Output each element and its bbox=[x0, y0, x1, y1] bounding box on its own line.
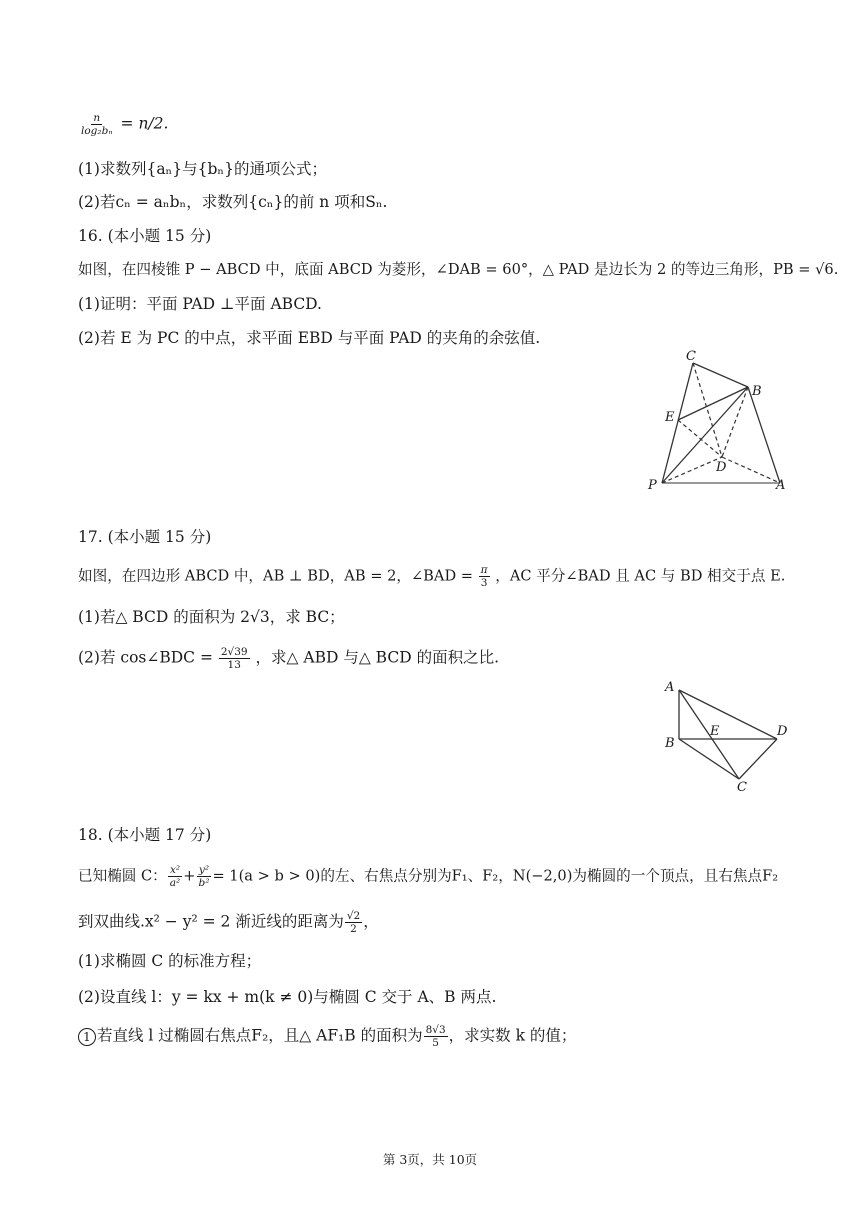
q15-part1: (1)求数列{aₙ}与{bₙ}的通项公式； bbox=[78, 160, 327, 178]
q18-sub1-den: 5 bbox=[432, 1037, 439, 1049]
q18-sub1-a: 若直线 l 过椭圆右焦点F₂，且△ AF₁B 的面积为 bbox=[97, 1026, 423, 1045]
label-E: E bbox=[665, 410, 675, 425]
q18-sub1-num: 8√3 bbox=[425, 1024, 446, 1036]
q18-stem2 bbox=[78, 910, 379, 935]
q18-x2: x² bbox=[169, 864, 181, 876]
q17-part1: (1)若△ BCD 的面积为 2√3，求 BC； bbox=[78, 608, 345, 626]
q17-part2-den: 13 bbox=[227, 659, 241, 671]
fragment-frac-den: log₂bₙ bbox=[81, 125, 113, 137]
q18-stem-a: 已知椭圆 C： bbox=[78, 867, 167, 885]
q16-stem: 如图，在四棱锥 P − ABCD 中，底面 ABCD 为菱形，∠DAB = 60°，△ PAD 是边长为 2 的等边三角形，PB = √6. bbox=[78, 261, 839, 278]
label-E: E bbox=[710, 724, 720, 739]
q18-part1: (1)求椭圆 C 的标准方程； bbox=[78, 952, 262, 970]
q17-header: 17. (本小题 15 分) bbox=[78, 528, 212, 546]
label-D: D bbox=[716, 460, 727, 475]
q17-frac-num: π bbox=[480, 564, 488, 576]
q18-header: 18. (本小题 17 分) bbox=[78, 826, 212, 844]
q18-a2: a² bbox=[169, 877, 181, 889]
q18-y2: y² bbox=[198, 864, 210, 876]
q18-sub1-b: ，求实数 k 的值； bbox=[448, 1026, 577, 1045]
q18-stem-b: = 1(a > b > 0)的左、右焦点分别为F₁、F₂，N(−2,0)为椭圆的一个顶点，且右焦点F₂ bbox=[212, 867, 779, 885]
fragment-frac-num: n bbox=[93, 112, 101, 124]
q17-part2-b: ，求△ ABD 与△ BCD 的面积之比. bbox=[255, 648, 499, 667]
label-B: B bbox=[665, 736, 675, 751]
q18-stem2-b: ， bbox=[363, 912, 379, 931]
label-A: A bbox=[776, 478, 786, 493]
q17-part2 bbox=[78, 646, 499, 671]
label-P: P bbox=[648, 478, 657, 493]
q17-part2-a: (2)若 cos∠BDC = bbox=[78, 648, 213, 667]
q18-stem2-den: 2 bbox=[350, 923, 357, 935]
q18-plus: + bbox=[183, 867, 196, 885]
q16-part1: (1)证明：平面 PAD ⊥平面 ABCD. bbox=[78, 295, 322, 313]
q17-stem-b: ，AC 平分∠BAD 且 AC 与 BD 相交于点 E. bbox=[495, 567, 786, 585]
q17-stem-a: 如图，在四边形 ABCD 中，AB ⊥ BD，AB = 2，∠BAD = bbox=[78, 567, 474, 585]
q18-stem bbox=[78, 864, 778, 889]
q18-stem2-num: √2 bbox=[346, 910, 361, 922]
pyramid-figure bbox=[640, 345, 800, 495]
label-D: D bbox=[777, 724, 788, 739]
page-footer: 第 3页，共 10页 bbox=[382, 1152, 478, 1167]
circled-number-1: 1 bbox=[78, 1028, 96, 1046]
q18-stem2-a: 到双曲线.x² − y² = 2 渐近线的距离为 bbox=[78, 912, 344, 931]
label-B: B bbox=[752, 384, 762, 399]
q17-stem bbox=[78, 564, 785, 589]
q16-header: 16. (本小题 15 分) bbox=[78, 227, 212, 245]
label-C: C bbox=[737, 780, 747, 795]
q18-b2: b² bbox=[198, 877, 210, 889]
q17-part2-num: 2√39 bbox=[220, 646, 248, 658]
formula-fragment bbox=[78, 112, 168, 137]
q18-sub1 bbox=[78, 1024, 576, 1049]
label-C: C bbox=[686, 349, 696, 364]
label-A: A bbox=[665, 680, 675, 695]
q18-part2: (2)设直线 l：y = kx + m(k ≠ 0)与椭圆 C 交于 A、B 两点. bbox=[78, 988, 497, 1006]
q15-part2: (2)若cₙ = aₙbₙ，求数列{cₙ}的前 n 项和Sₙ. bbox=[78, 193, 388, 211]
q17-frac-den: 3 bbox=[480, 577, 488, 589]
fragment-rhs: = n/2. bbox=[120, 114, 169, 133]
quadrilateral-figure bbox=[655, 675, 795, 795]
q16-part2: (2)若 E 为 PC 的中点，求平面 EBD 与平面 PAD 的夹角的余弦值. bbox=[78, 329, 541, 347]
